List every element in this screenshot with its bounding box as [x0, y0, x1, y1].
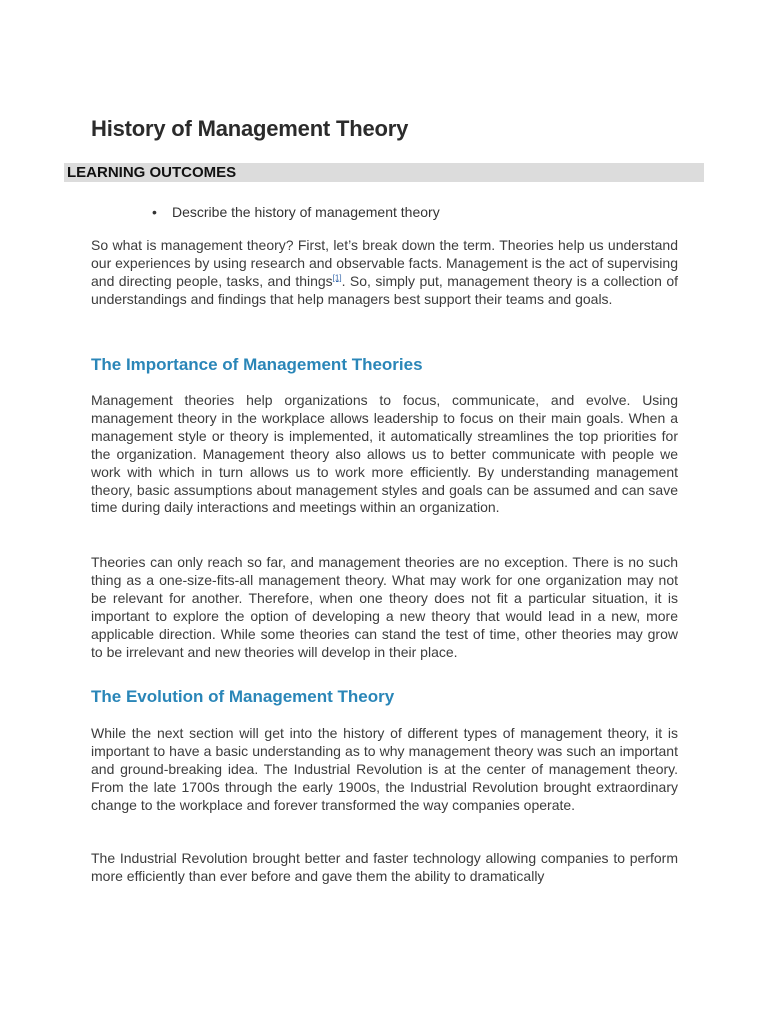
section-heading-evolution: The Evolution of Management Theory: [91, 687, 395, 706]
learning-outcomes-label: LEARNING OUTCOMES: [67, 164, 237, 181]
page-title: History of Management Theory: [91, 116, 409, 141]
section-heading-importance: The Importance of Management Theories: [91, 355, 423, 374]
intro-text-start: So what is management theory? First, let’s break down the term. Theories help us understand our experiences by using research and observable facts. Management is the act of supervising and directing people, tasks, and things: [91, 237, 678, 289]
footnote-link[interactable]: [1]: [332, 273, 342, 283]
paragraph-importance-2: Theories can only reach so far, and management theories are no exception. There is no such thing as a one-size-fits-all management theory. What may work for one organization may not be relevant for another. Therefore, when one theory does not fit a particular situation, it is important to explore the option of developing a new theory that would lead in a new, more applicable direction. While some theories can stand the test of time, other theories may grow to be irrelevant and new theories will develop in their place.: [91, 554, 678, 660]
bullet-icon: •: [152, 204, 157, 220]
intro-paragraph: [91, 237, 678, 309]
intro-text-end: . So, simply put, management theory is a collection of understandings and findings that help managers best support their teams and goals.: [91, 272, 678, 307]
paragraph-evolution-2: The Industrial Revolution brought better and faster technology allowing companies to perform more efficiently than ever before and gave them the ability to dramatically: [91, 850, 678, 884]
paragraph-importance-1: Management theories help organizations to focus, communicate, and evolve. Using management theory in the workplace allows leadership to focus on their main goals. When a management style or theory is implemented, it automatically streamlines the top priorities for the organization. Management theory also allows us to better communicate with people we work with which in turn allows us to work more efficiently. By understanding management theory, basic assumptions about management styles and goals can be assumed and can save time during daily interactions and meetings within an organization.: [91, 392, 678, 516]
learning-outcomes-bar: [64, 163, 704, 182]
paragraph-evolution-1: While the next section will get into the history of different types of management theory, it is important to have a basic understanding as to why management theory was such an important and ground-breaking idea. The Industrial Revolution is at the center of management theory. From the late 1700s through the early 1900s, the Industrial Revolution brought extraordinary change to the workplace and forever transformed the way companies operate.: [91, 725, 678, 813]
learning-outcome-text: Describe the history of management theory: [172, 204, 440, 220]
learning-outcome-item: [152, 204, 440, 221]
